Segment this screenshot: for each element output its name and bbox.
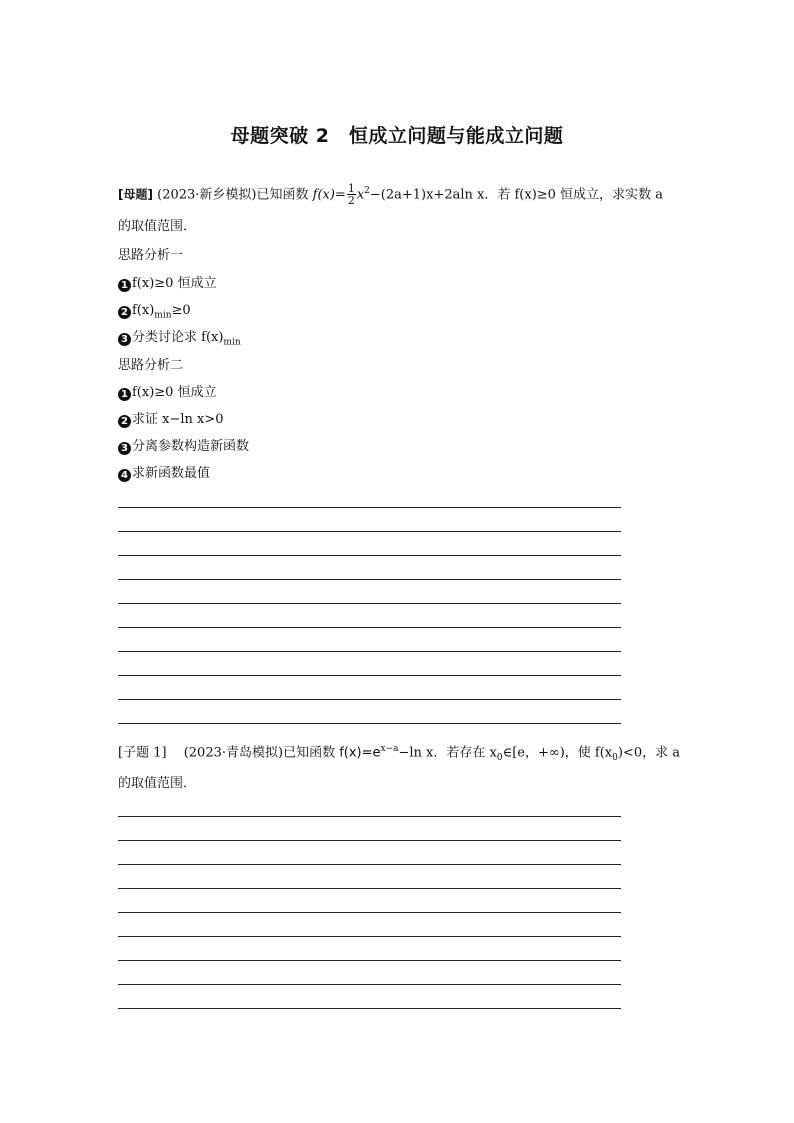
main-problem-line1	[118, 183, 663, 206]
sub-problem-line1	[118, 741, 680, 766]
sub-problem-tail: )<0，求 a	[617, 745, 680, 761]
sub-problem-exponent: x−a	[380, 744, 399, 754]
answer-line	[118, 531, 621, 532]
answer-line	[118, 579, 621, 580]
step-subscript: min	[154, 310, 172, 321]
fraction-numerator: 1	[347, 182, 355, 196]
analysis1-heading: 思路分析一	[118, 248, 184, 263]
sub-problem-subscript: 0	[612, 752, 618, 763]
step-tail: ≥0	[171, 303, 191, 318]
step-number-badge: 4	[118, 469, 131, 482]
main-problem-expr: x	[356, 187, 365, 203]
main-problem-source: (2023·新乡模拟)	[157, 187, 257, 203]
sub-problem-line2: 的取值范围．	[118, 776, 197, 791]
step-number-badge: 3	[118, 333, 131, 346]
step-text: f(x)≥0 恒成立	[132, 276, 217, 291]
answer-line	[118, 627, 621, 628]
answer-line	[118, 864, 621, 865]
step-text: f(x)≥0 恒成立	[132, 385, 217, 400]
answer-line	[118, 651, 621, 652]
answer-line	[118, 984, 621, 985]
step-text: 分类讨论求 f(x)	[132, 330, 224, 345]
sub-problem-tag: [子题 1]	[118, 745, 167, 761]
step-number-badge: 1	[118, 279, 131, 292]
answer-line	[118, 960, 621, 961]
answer-line	[118, 840, 621, 841]
sub-problem-subscript: 0	[496, 752, 503, 763]
step-subscript: min	[223, 337, 241, 348]
sub-problem-intro: 已知函数 f(x)=e	[283, 745, 381, 761]
analysis1-step-3	[118, 330, 241, 351]
main-problem-fx: f(x)=	[312, 187, 346, 203]
main-problem-line2: 的取值范围．	[118, 219, 197, 234]
analysis2-step-4	[118, 466, 210, 482]
step-text: 求证 x−ln x>0	[132, 412, 224, 427]
step-number-badge: 3	[118, 442, 131, 455]
analysis1-step-1	[118, 276, 217, 292]
answer-line	[118, 723, 621, 724]
answer-line	[118, 888, 621, 889]
answer-line	[118, 699, 621, 700]
main-problem-tag: [母题]	[118, 187, 153, 202]
analysis2-heading: 思路分析二	[118, 358, 184, 373]
sub-problem-mid2: ∈[e，+∞)，使 f(x	[502, 745, 613, 761]
step-number-badge: 2	[118, 415, 131, 428]
sub-problem-mid: −ln x．若存在 x	[398, 745, 497, 761]
step-number-badge: 2	[118, 306, 131, 319]
page-title: 母题突破 2 恒成立问题与能成立问题	[230, 125, 564, 147]
step-number-badge: 1	[118, 388, 131, 401]
fraction-denominator: 2	[347, 194, 355, 208]
analysis1-step-2	[118, 303, 191, 324]
answer-line	[118, 1008, 621, 1009]
step-text: f(x)	[132, 303, 155, 318]
main-problem-square: 2	[364, 186, 370, 196]
fraction	[347, 183, 356, 206]
answer-line	[118, 507, 621, 508]
main-problem-intro: 已知函数	[256, 187, 313, 203]
answer-line	[118, 912, 621, 913]
sub-problem-source: (2023·青岛模拟)	[183, 745, 284, 761]
step-text: 分离参数构造新函数	[132, 439, 250, 454]
answer-line	[118, 603, 621, 604]
analysis2-step-3	[118, 439, 249, 455]
answer-line	[118, 936, 621, 937]
answer-line	[118, 816, 621, 817]
step-text: 求新函数最值	[132, 466, 211, 481]
main-problem-expr-tail: −(2a+1)x+2aln x．若 f(x)≥0 恒成立，求实数 a	[369, 187, 663, 203]
answer-line	[118, 675, 621, 676]
analysis2-step-1	[118, 385, 217, 401]
answer-line	[118, 555, 621, 556]
analysis2-step-2	[118, 412, 224, 428]
